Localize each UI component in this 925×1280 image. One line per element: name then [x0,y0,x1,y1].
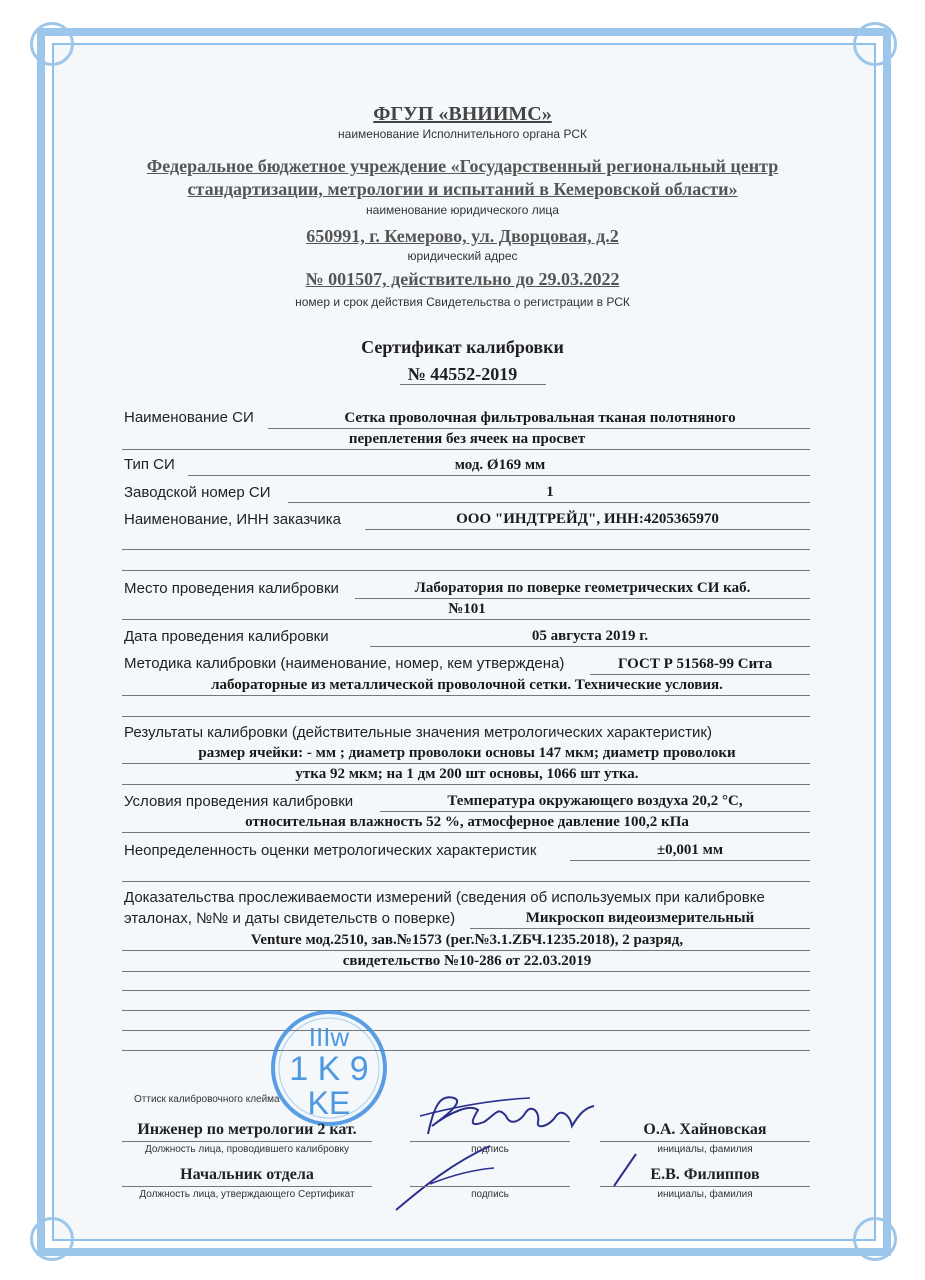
field-line [365,529,810,530]
stamp-caption: Оттиск калибровочного клейма [134,1094,280,1105]
field-line [600,1141,810,1142]
blank-line [122,716,810,717]
si-name-label: Наименование СИ [124,409,254,426]
field-line [122,832,810,833]
field-line [122,1186,372,1187]
field-line [122,950,810,951]
field-line [268,428,810,429]
blank-line [122,1030,810,1031]
traceability-value-line3: свидетельство №10-286 от 22.03.2019 [342,953,592,969]
conditions-label: Условия проведения калибровки [124,793,354,810]
head-sign-caption: подпись [471,1189,509,1200]
address: 650991, г. Кемерово, ул. Дворцовая, д.2 [306,226,619,246]
serial-value: 1 [546,484,554,500]
results-label: Результаты калибровки (действительные значения метрологических характеристик) [124,724,712,741]
results-value-line2: утка 92 мкм; на 1 дм 200 шт основы, 1066 шт утка. [295,766,639,782]
blank-line [122,1050,810,1051]
head-signature [390,1140,500,1215]
engineer-name: О.А. Хайновская [643,1121,767,1138]
head-position-caption: Должность лица, утверждающего Сертификат [139,1189,355,1200]
corner-ornament-top-left [30,22,74,66]
field-line [122,971,810,972]
certificate-number: № 44552-2019 [407,364,518,384]
method-value-line1: ГОСТ Р 51568-99 Сита [618,656,773,672]
head-name-caption: инициалы, фамилия [657,1189,753,1200]
number-underline [400,384,546,385]
stamp-text-line1: IIIw [308,1022,350,1052]
field-line [410,1186,570,1187]
field-line [122,695,810,696]
field-line [122,1141,372,1142]
blank-line [122,990,810,991]
field-line [122,784,810,785]
blank-line [122,1010,810,1011]
uncertainty-value: ±0,001 мм [656,842,724,858]
customer-label: Наименование, ИНН заказчика [124,511,342,528]
engineer-name-caption: инициалы, фамилия [657,1144,753,1155]
field-line [355,598,810,599]
blank-line [122,570,810,571]
place-value-line1: Лаборатория по поверке геометрических СИ каб. [414,580,751,596]
uncertainty-label: Неопределенность оценки метрологических характеристик [124,842,537,859]
method-value-line2: лабораторные из металлической проволочной сетки. Технические условия. [211,677,723,693]
si-type-value: мод. Ø169 мм [454,457,546,473]
si-type-label: Тип СИ [124,456,175,473]
field-line [600,1186,810,1187]
engineer-position: Инженер по метрологии 2 кат. [137,1121,357,1138]
org-name: ФГУП «ВНИИМС» [373,103,552,125]
conditions-value-line1: Температура окружающего воздуха 20,2 °С, [447,793,743,809]
place-value-line2: №101 [448,601,486,617]
stamp-text-line2: 1 K 9 [289,1050,369,1088]
engineer-position-caption: Должность лица, проводившего калибровку [144,1144,350,1155]
method-label: Методика калибровки (наименование, номер, кем утверждена) [124,655,565,672]
registration-caption: номер и срок действия Свидетельства о регистрации в РСК [295,295,630,309]
field-line [122,619,810,620]
legal-entity-line1: Федеральное бюджетное учреждение «Государственный региональный центр [146,156,779,176]
results-value-line1: размер ячейки: - мм ; диаметр проволоки основы 147 мкм; диаметр проволоки [198,745,736,761]
head-position: Начальник отдела [180,1166,314,1183]
field-line [380,811,810,812]
engineer-sign-caption: подпись [471,1144,509,1155]
address-caption: юридический адрес [407,249,518,263]
field-line [590,674,810,675]
corner-ornament-top-right [853,22,897,66]
field-line [370,646,810,647]
registration: № 001507, действительно до 29.03.2022 [305,269,620,289]
field-line [188,475,810,476]
field-line [470,928,810,929]
traceability-label-line1: Доказательства прослеживаемости измерений (сведения об используемых при калибровке [124,889,765,906]
customer-value: ООО "ИНДТРЕЙД", ИНН:4205365970 [456,511,719,527]
si-name-value-line1: Сетка проволочная фильтровальная тканая полотняного [344,410,736,426]
traceability-label-line2: эталонах, №№ и даты свидетельств о поверке) [124,910,456,927]
date-label: Дата проведения калибровки [124,628,329,645]
org-caption: наименование Исполнительного органа РСК [338,127,587,141]
date-value: 05 августа 2019 г. [531,628,649,644]
conditions-value-line2: относительная влажность 52 %, атмосферное давление 100,2 кПа [245,814,689,830]
engineer-signature [410,1086,600,1146]
traceability-value-line1: Микроскоп видеоизмерительный [525,910,755,926]
legal-entity-line2: стандартизации, метрологии и испытаний в Кемеровской области» [187,179,738,199]
head-name: Е.В. Филиппов [650,1166,760,1183]
si-name-value-line2: переплетения без ячеек на просвет [348,431,586,447]
field-line [288,502,810,503]
legal-entity-caption: наименование юридического лица [366,203,559,217]
blank-line [122,549,810,550]
corner-ornament-bottom-right [853,1217,897,1261]
field-line [122,763,810,764]
calibration-stamp [268,1006,390,1130]
field-line [570,860,810,861]
place-label: Место проведения калибровки [124,580,339,597]
traceability-value-line2: Venture мод.2510, зав.№1573 (рег.№3.1.ZБЧ.1235.2018), 2 разряд, [250,932,684,948]
corner-ornament-bottom-left [30,1217,74,1261]
serial-label: Заводской номер СИ [124,484,271,501]
stamp-text-line3: KE [307,1085,351,1121]
field-line [122,449,810,450]
blank-line [122,881,810,882]
certificate-title: Сертификат калибровки [361,337,564,357]
